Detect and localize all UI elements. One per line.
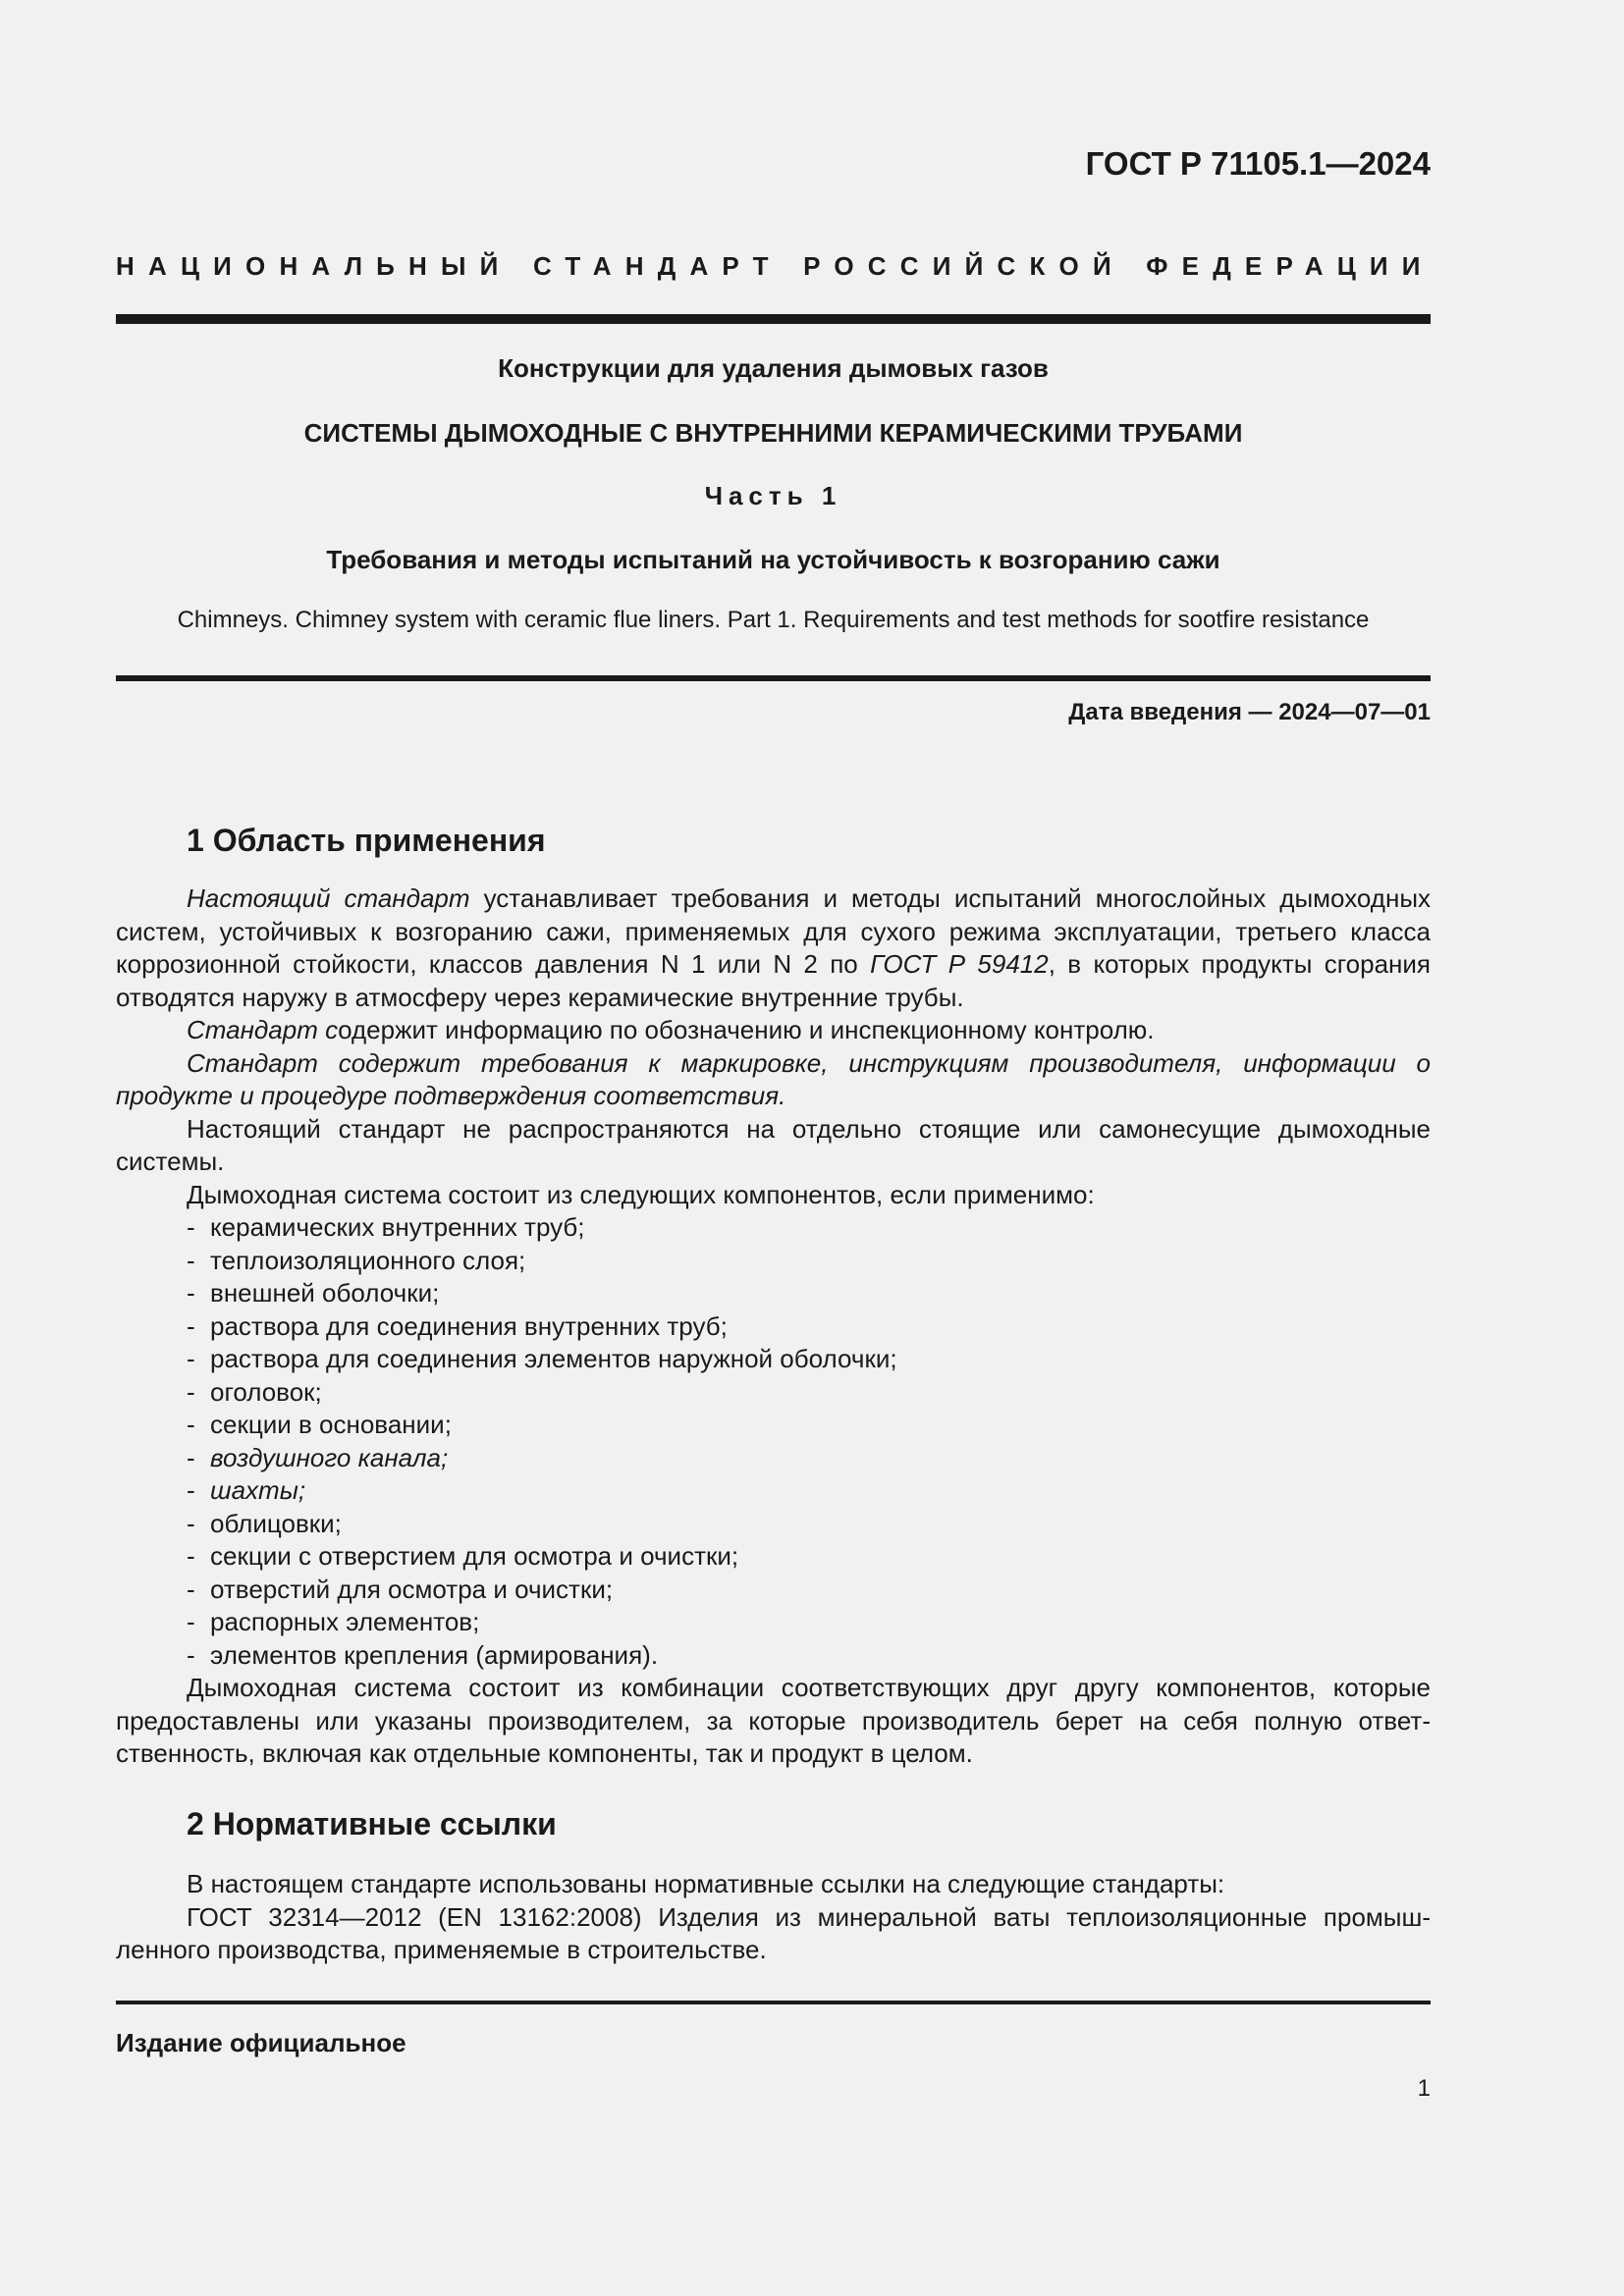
title-line-2: СИСТЕМЫ ДЫМОХОДНЫЕ С ВНУТРЕННИМИ КЕРАМИЧЕСКИМИ ТРУБАМИ [303, 418, 1243, 448]
italic-text: Настоящий стандарт [187, 883, 470, 913]
list-dash: - [187, 1475, 195, 1505]
paragraph: Настоящий стандарт не распространяются на отдельно стоящие или самонесущие дымоходные системы. [116, 1113, 1431, 1176]
section-1-body [116, 882, 1431, 1771]
introduction-date: Дата введения — 2024—07—01 [1068, 699, 1431, 725]
list-item [116, 1508, 1431, 1541]
list-item-text: раствора для соединения элементов наружной оболочки; [210, 1344, 897, 1373]
list-item [116, 1574, 1431, 1607]
section-2-heading: 2 Нормативные ссылки [187, 1806, 557, 1842]
text: , в которых продукты сгорания отводятся наружу в атмосферу через керамические внутренние трубы. [116, 949, 1432, 1012]
list-dash: - [187, 1541, 195, 1571]
list-dash: - [187, 1607, 195, 1636]
list-dash: - [187, 1639, 195, 1670]
national-standard-banner: НАЦИОНАЛЬНЫЙ СТАНДАРТ РОССИЙСКОЙ ФЕДЕРАЦИИ [116, 251, 1435, 281]
title-line-4: Требования и методы испытаний на устойчивость к возгоранию сажи [326, 545, 1220, 574]
footer-rule [116, 2001, 1431, 2004]
list-item [116, 1277, 1431, 1310]
document-code: ГОСТ Р 71105.1—2024 [1085, 145, 1431, 182]
list-item [116, 1474, 1431, 1508]
paragraph: ГОСТ 32314—2012 (EN 13162:2008) Изделия из минеральной ваты теплоизоляционные промышленного производства, применяемые в строительстве. [116, 1901, 1431, 1964]
list-dash: - [187, 1442, 195, 1472]
list-item [116, 1639, 1431, 1673]
list-item [116, 1245, 1431, 1278]
list-item-text: внешней оболочки; [210, 1278, 440, 1308]
section-1-heading: 1 Область применения [187, 823, 546, 858]
list-dash: - [187, 1310, 195, 1341]
english-title: Chimneys. Chimney system with ceramic flue liners. Part 1. Requirements and test methods for sootfire resistance [177, 607, 1370, 633]
list-dash: - [187, 1212, 195, 1242]
list-item [116, 1409, 1431, 1442]
list-item-text: секции с отверстием для осмотра и очистки; [210, 1541, 739, 1571]
header-rule [116, 314, 1431, 324]
italic-text: Стандарт с [187, 1015, 339, 1044]
reference-link-text: ГОСТ Р 59412 [870, 949, 1049, 979]
paragraph: Дымоходная система состоит из следующих компонентов, если применимо: [187, 1179, 1095, 1209]
title-part: Часть 1 [704, 481, 842, 510]
list-dash: - [187, 1410, 195, 1439]
paragraph: Дымоходная система состоит из комбинации соответствующих друг другу компонентов, которые предоставлены или указаны производителем, за которые производитель берет на себя полную ответственность, включая как отдельные компоненты, так и продукт в целом. [116, 1673, 1431, 1768]
list-item-text: оголовок; [210, 1376, 322, 1407]
document-page [116, 0, 1435, 2296]
list-item-text: отверстий для осмотра и очистки; [210, 1574, 614, 1604]
list-dash: - [187, 1508, 195, 1538]
list-dash: - [187, 1278, 195, 1308]
text: одержит информацию по обозначению и инспекционному контролю. [338, 1015, 1155, 1044]
list-dash: - [187, 1245, 195, 1275]
list-item [116, 1376, 1431, 1410]
list-dash: - [187, 1376, 195, 1407]
list-item [116, 1606, 1431, 1639]
list-item-text: элементов крепления (армирования). [210, 1639, 659, 1670]
list-item-text: облицовки; [210, 1508, 342, 1538]
list-item [116, 1442, 1431, 1475]
list-item [116, 1540, 1431, 1574]
list-item-text: воздушного канала; [210, 1442, 449, 1472]
list-item-text: керамических внутренних труб; [210, 1212, 585, 1242]
paragraph [116, 882, 1431, 1014]
list-item-text: шахты; [210, 1475, 306, 1505]
section-2-body [116, 1868, 1431, 1967]
title-line-1: Конструкции для удаления дымовых газов [498, 353, 1049, 383]
list-dash: - [187, 1574, 195, 1604]
list-item [116, 1310, 1431, 1344]
paragraph: Стандарт содержит требования к маркировке, инструкциям производителя, информации о продукте и процедуре подтверждения соответствия. [116, 1047, 1431, 1110]
list-item-text: секции в основании; [210, 1410, 452, 1439]
list-item [116, 1343, 1431, 1376]
list-item-text: распорных элементов; [210, 1607, 480, 1636]
official-edition-label: Издание официальное [116, 2028, 406, 2057]
paragraph [116, 1014, 1431, 1047]
list-dash: - [187, 1344, 195, 1373]
component-list [116, 1211, 1431, 1672]
paragraph: В настоящем стандарте использованы нормативные ссылки на следующие стандарты: [187, 1869, 1225, 1898]
text: устанавливает требования и методы испытаний многослойных дымоходных систем, устойчивых к возгоранию сажи, применяемых для сухого режима эксплуатации, третьего класса коррозионной стойкости, классов давления N 1 или N 2 по [116, 883, 1432, 979]
page-number: 1 [1417, 2075, 1431, 2102]
list-item [116, 1211, 1431, 1245]
list-item-text: теплоизоляционного слоя; [210, 1245, 526, 1275]
title-rule [116, 675, 1431, 681]
list-item-text: раствора для соединения внутренних труб; [210, 1310, 728, 1341]
